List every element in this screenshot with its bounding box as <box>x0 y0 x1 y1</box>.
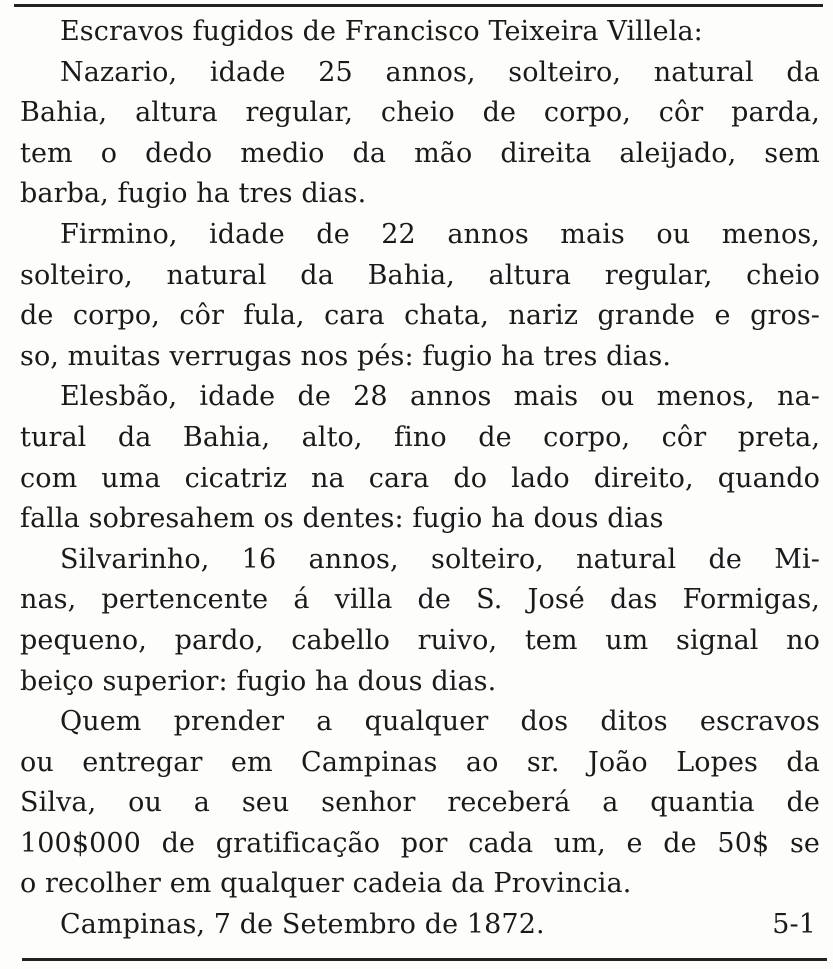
ad-line: beiço superior: fugio ha dous dias. <box>20 665 497 697</box>
ad-line: Quem prender a qualquer dos ditos escravos <box>60 706 820 738</box>
ad-line: so, muitas verrugas nos pés: fugio ha tres dias. <box>20 340 672 372</box>
ad-line: ou entregar em Campinas ao sr. João Lopes da <box>20 746 820 778</box>
top-rule <box>14 4 823 7</box>
ad-line: tem o dedo medio da mão direita aleijado, sem <box>20 137 820 169</box>
place-date: Campinas, 7 de Setembro de 1872. <box>60 909 545 941</box>
ad-line: 100$000 de gratificação por cada um, e de 50$ se <box>20 827 820 859</box>
ad-line: o recolher em qualquer cadeia da Provincia. <box>20 868 632 900</box>
ad-line: nas, pertencente á villa de S. José das Formigas, <box>20 584 820 616</box>
ad-line: solteiro, natural da Bahia, altura regular, cheio <box>20 259 820 291</box>
ad-line: barba, fugio ha tres dias. <box>20 178 367 210</box>
ad-line: Elesbão, idade de 28 annos mais ou menos, na- <box>60 381 820 413</box>
runaway-slave-advertisement <box>20 12 820 946</box>
ad-line: falla sobresahem os dentes: fugio ha dous dias <box>20 503 664 535</box>
ad-heading: Escravos fugidos de Francisco Teixeira Villela: <box>60 16 703 47</box>
ad-line: com uma cicatriz na cara do lado direito, quando <box>20 462 820 494</box>
ad-line: Nazario, idade 25 annos, solteiro, natural da <box>60 56 820 88</box>
ad-line: de corpo, côr fula, cara chata, nariz grande e gros- <box>20 300 820 332</box>
ad-line: tural da Bahia, alto, fino de corpo, côr preta, <box>20 421 820 453</box>
bottom-rule <box>22 958 827 961</box>
ad-line: Bahia, altura regular, cheio de corpo, côr parda, <box>20 97 820 129</box>
insertion-mark: 5-1 <box>772 909 816 941</box>
ad-line: pequeno, pardo, cabello ruivo, tem um signal no <box>20 624 820 656</box>
ad-line: Silvarinho, 16 annos, solteiro, natural de Mi- <box>60 543 820 575</box>
ad-footer <box>20 905 820 946</box>
ad-line: Silva, ou a seu senhor receberá a quantia de <box>20 787 820 819</box>
ad-line: Firmino, idade de 22 annos mais ou menos, <box>60 218 820 250</box>
